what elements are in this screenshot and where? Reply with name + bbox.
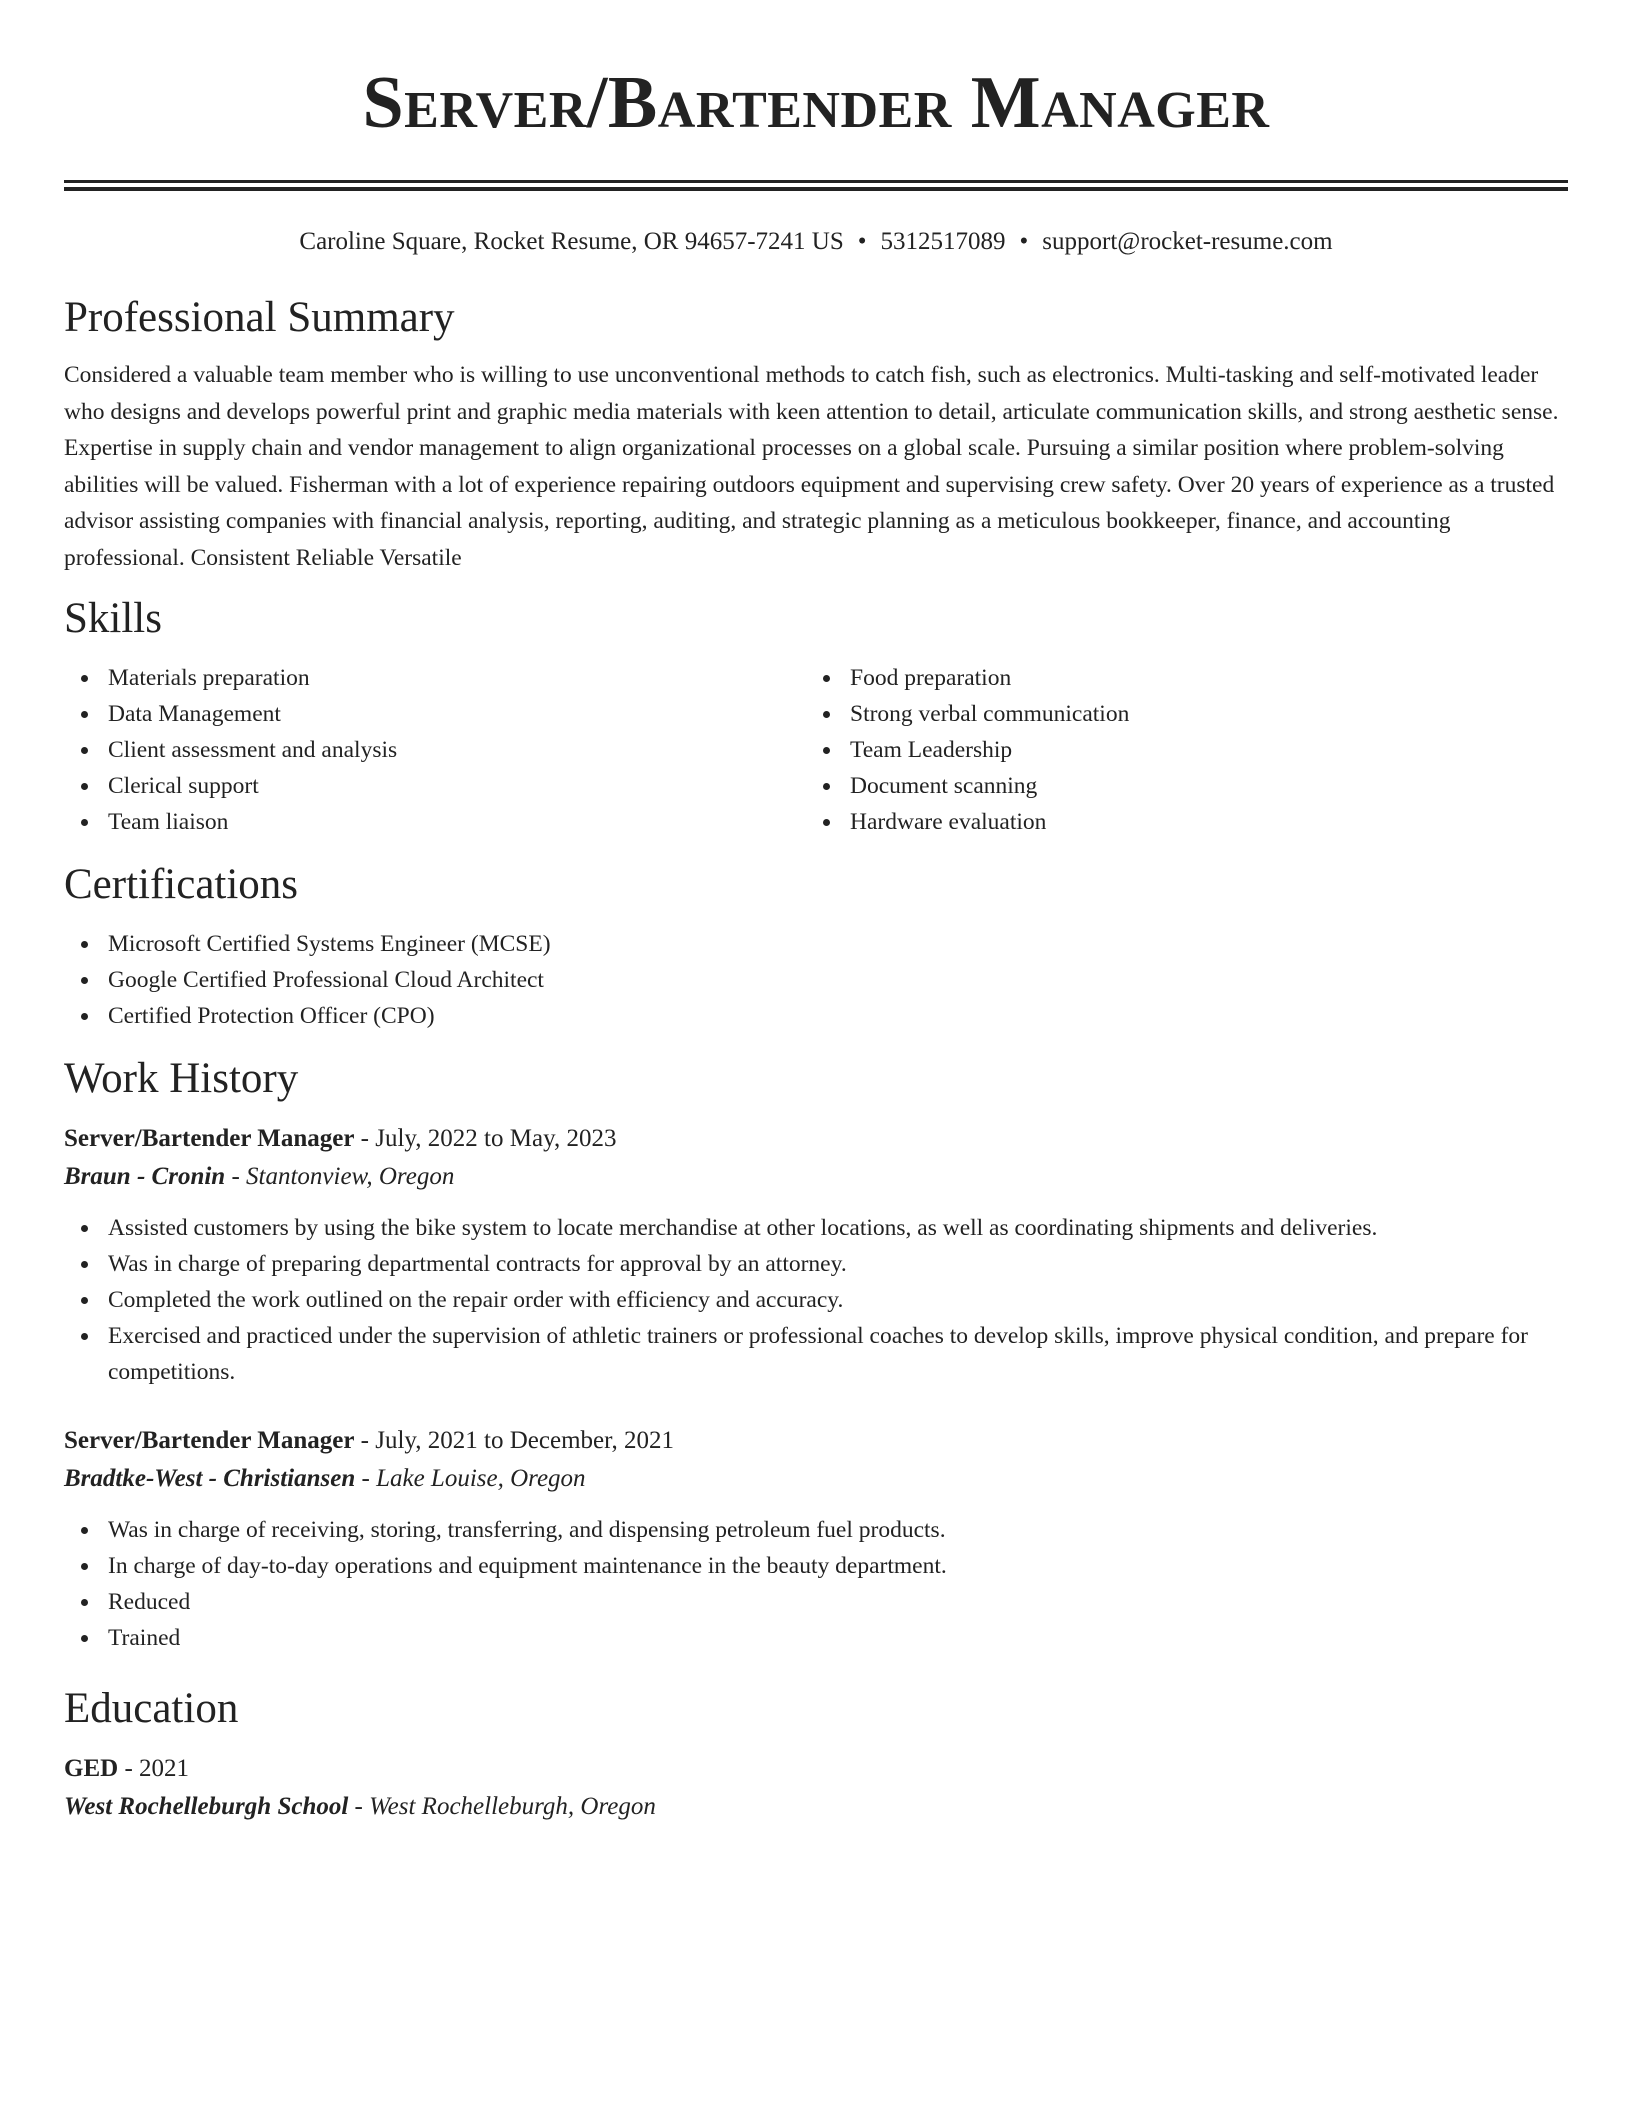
job-location: - Stantonview, Oregon bbox=[225, 1163, 455, 1190]
education-degree-line bbox=[64, 1750, 1568, 1788]
contact-phone: 5312517089 bbox=[880, 228, 1006, 255]
skill-item: Document scanning bbox=[806, 768, 1548, 804]
contact-separator: • bbox=[857, 228, 867, 255]
job-title: Server/Bartender Manager bbox=[64, 1125, 355, 1152]
contact-email: support@rocket-resume.com bbox=[1042, 228, 1333, 255]
certifications-heading: Certifications bbox=[64, 861, 299, 908]
education-school-line bbox=[64, 1788, 1568, 1826]
work-history-heading: Work History bbox=[64, 1055, 299, 1102]
job-duty-item: Was in charge of preparing departmental contracts for approval by an attorney. bbox=[64, 1246, 1568, 1282]
job-entry bbox=[64, 1120, 1568, 1390]
job-title-line bbox=[64, 1422, 1568, 1460]
job-duties-list bbox=[64, 1512, 1568, 1656]
job-duty-item: In charge of day-to-day operations and equipment maintenance in the beauty department. bbox=[64, 1548, 1568, 1584]
skill-item: Data Management bbox=[64, 696, 806, 732]
education-year: - 2021 bbox=[118, 1755, 190, 1782]
skill-item: Client assessment and analysis bbox=[64, 732, 806, 768]
job-duties-list bbox=[64, 1210, 1568, 1390]
skills-heading: Skills bbox=[64, 595, 162, 642]
resume-title: Server/Bartender Manager bbox=[362, 62, 1270, 144]
education-school: West Rochelleburgh School bbox=[64, 1793, 349, 1820]
certification-item: Google Certified Professional Cloud Architect bbox=[64, 962, 1568, 998]
skills-column-right bbox=[806, 660, 1548, 840]
skills-column-left bbox=[64, 660, 806, 840]
contact-separator: • bbox=[1019, 228, 1029, 255]
job-company-line bbox=[64, 1158, 1568, 1196]
job-duty-item: Completed the work outlined on the repair order with efficiency and accuracy. bbox=[64, 1282, 1568, 1318]
skill-item: Team liaison bbox=[64, 804, 806, 840]
job-company: Bradtke-West - Christiansen bbox=[64, 1465, 356, 1492]
title-divider bbox=[64, 180, 1568, 191]
job-dates: - July, 2021 to December, 2021 bbox=[354, 1427, 674, 1454]
job-duty-item: Exercised and practiced under the supervision of athletic trainers or professional coaches to develop skills, improve physical condition, and prepare for competitions. bbox=[64, 1318, 1568, 1390]
skill-item: Hardware evaluation bbox=[806, 804, 1548, 840]
certifications-list bbox=[64, 926, 1568, 1034]
certification-item: Certified Protection Officer (CPO) bbox=[64, 998, 1568, 1034]
job-title-line bbox=[64, 1120, 1568, 1158]
education-heading: Education bbox=[64, 1685, 239, 1732]
job-company: Braun - Cronin bbox=[64, 1163, 226, 1190]
skill-item: Team Leadership bbox=[806, 732, 1548, 768]
skill-item: Food preparation bbox=[806, 660, 1548, 696]
education-degree: GED bbox=[64, 1755, 119, 1782]
summary-text: Considered a valuable team member who is willing to use unconventional methods to catch fish, such as electronics. Multi-tasking and self-motivated leader who designs and develops powerful print and graphic media materials with keen attention to detail, articulate communication skills, and strong aesthetic sense. Expertise in supply chain and vendor management to align organizational processes on a global scale. Pursuing a similar position where problem-solving abilities will be valued. Fisherman with a lot of experience repairing outdoors equipment and supervising crew safety. Over 20 years of experience as a trusted advisor assisting companies with financial analysis, reporting, auditing, and strategic planning as a meticulous bookkeeper, finance, and accounting professional. Consistent Reliable Versatile bbox=[64, 362, 1559, 571]
skill-item: Strong verbal communication bbox=[806, 696, 1548, 732]
skill-item: Clerical support bbox=[64, 768, 806, 804]
job-dates: - July, 2022 to May, 2023 bbox=[354, 1125, 617, 1152]
job-duty-item: Assisted customers by using the bike system to locate merchandise at other locations, as well as coordinating shipments and deliveries. bbox=[64, 1210, 1568, 1246]
education-location: - West Rochelleburgh, Oregon bbox=[348, 1793, 656, 1820]
contact-address: Caroline Square, Rocket Resume, OR 94657-7241 US bbox=[299, 228, 844, 255]
job-title: Server/Bartender Manager bbox=[64, 1427, 355, 1454]
summary-heading: Professional Summary bbox=[64, 294, 455, 341]
job-location: - Lake Louise, Oregon bbox=[355, 1465, 586, 1492]
skills-grid bbox=[64, 660, 1568, 840]
job-duty-item: Was in charge of receiving, storing, transferring, and dispensing petroleum fuel products. bbox=[64, 1512, 1568, 1548]
job-entry bbox=[64, 1422, 1568, 1656]
skill-item: Materials preparation bbox=[64, 660, 806, 696]
job-company-line bbox=[64, 1460, 1568, 1498]
contact-line bbox=[64, 225, 1568, 259]
job-duty-item: Reduced bbox=[64, 1584, 1568, 1620]
job-duty-item: Trained bbox=[64, 1620, 1568, 1656]
certification-item: Microsoft Certified Systems Engineer (MCSE) bbox=[64, 926, 1568, 962]
